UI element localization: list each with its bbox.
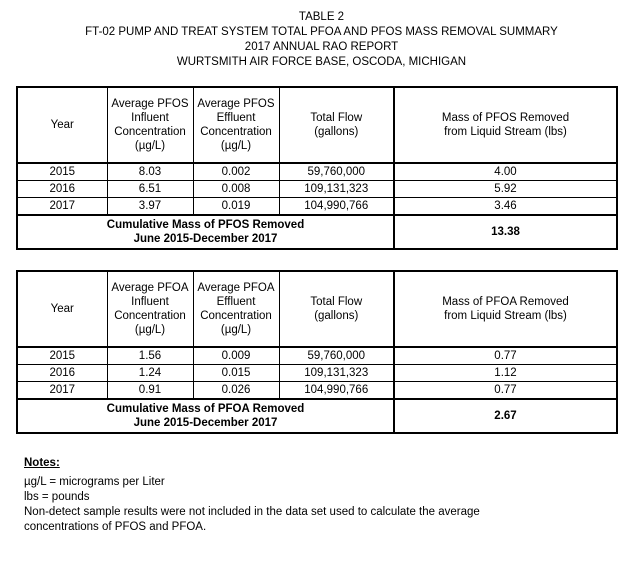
cell-influent: 1.56 [107,347,193,365]
cell-effluent: 0.008 [193,181,279,198]
cell-influent: 0.91 [107,382,193,400]
cell-mass: 5.92 [394,181,617,198]
cell-influent: 6.51 [107,181,193,198]
cell-flow: 59,760,000 [279,163,394,181]
notes-heading: Notes: [24,457,60,469]
cell-effluent: 0.015 [193,365,279,382]
cell-flow: 109,131,323 [279,181,394,198]
cumulative-value: 2.67 [394,399,617,433]
cumulative-row [17,215,617,249]
cell-effluent: 0.009 [193,347,279,365]
table-number: TABLE 2 [298,11,345,23]
header-flow: Total Flow (gallons) [279,87,394,163]
pfos-table [16,86,618,250]
cell-influent: 8.03 [107,163,193,181]
cell-flow: 104,990,766 [279,198,394,216]
cell-year: 2017 [17,382,107,400]
notes-section [24,456,624,535]
table-row [17,347,617,365]
note-line: µg/L = micrograms per Liter [24,476,165,488]
cumulative-value: 13.38 [394,215,617,249]
cell-year: 2015 [17,163,107,181]
note-line: lbs = pounds [24,491,90,503]
report-name: 2017 ANNUAL RAO REPORT [244,41,399,53]
cumulative-label-line1: Cumulative Mass of PFOA Removed [106,403,305,415]
table-header-row [17,271,617,347]
header-influent: Average PFOS Influent Concentration (µg/L) [107,87,193,163]
cumulative-label-line2: June 2015-December 2017 [133,233,278,245]
table-row [17,163,617,181]
table-header-row [17,87,617,163]
cell-influent: 1.24 [107,365,193,382]
cumulative-label [17,399,394,433]
cell-year: 2015 [17,347,107,365]
cell-flow: 109,131,323 [279,365,394,382]
header-mass: Mass of PFOA Removed from Liquid Stream (lbs) [394,271,617,347]
cumulative-label-line1: Cumulative Mass of PFOS Removed [106,219,305,231]
cell-year: 2017 [17,198,107,216]
cell-flow: 59,760,000 [279,347,394,365]
table-row [17,382,617,400]
cell-year: 2016 [17,365,107,382]
header-flow: Total Flow (gallons) [279,271,394,347]
header-effluent: Average PFOS Effluent Concentration (µg/L) [193,87,279,163]
document-title [0,10,643,70]
table-row [17,365,617,382]
cell-flow: 104,990,766 [279,382,394,400]
cumulative-row [17,399,617,433]
cell-influent: 3.97 [107,198,193,216]
cell-mass: 3.46 [394,198,617,216]
header-year: Year [17,87,107,163]
site-name: WURTSMITH AIR FORCE BASE, OSCODA, MICHIGAN [176,56,467,68]
cell-effluent: 0.026 [193,382,279,400]
header-effluent: Average PFOA Effluent Concentration (µg/L) [193,271,279,347]
note-line: Non-detect sample results were not included in the data set used to calculate the average concentrations of PFOS and PFOA. [24,506,480,533]
table-title: FT-02 PUMP AND TREAT SYSTEM TOTAL PFOA AND PFOS MASS REMOVAL SUMMARY [85,26,558,38]
cell-mass: 4.00 [394,163,617,181]
cell-year: 2016 [17,181,107,198]
header-influent: Average PFOA Influent Concentration (µg/L) [107,271,193,347]
cell-effluent: 0.002 [193,163,279,181]
pfoa-table [16,270,618,434]
cell-mass: 1.12 [394,365,617,382]
header-year: Year [17,271,107,347]
cumulative-label [17,215,394,249]
table-row [17,181,617,198]
cell-effluent: 0.019 [193,198,279,216]
cumulative-label-line2: June 2015-December 2017 [133,417,278,429]
cell-mass: 0.77 [394,382,617,400]
header-mass: Mass of PFOS Removed from Liquid Stream (lbs) [394,87,617,163]
cell-mass: 0.77 [394,347,617,365]
table-row [17,198,617,216]
